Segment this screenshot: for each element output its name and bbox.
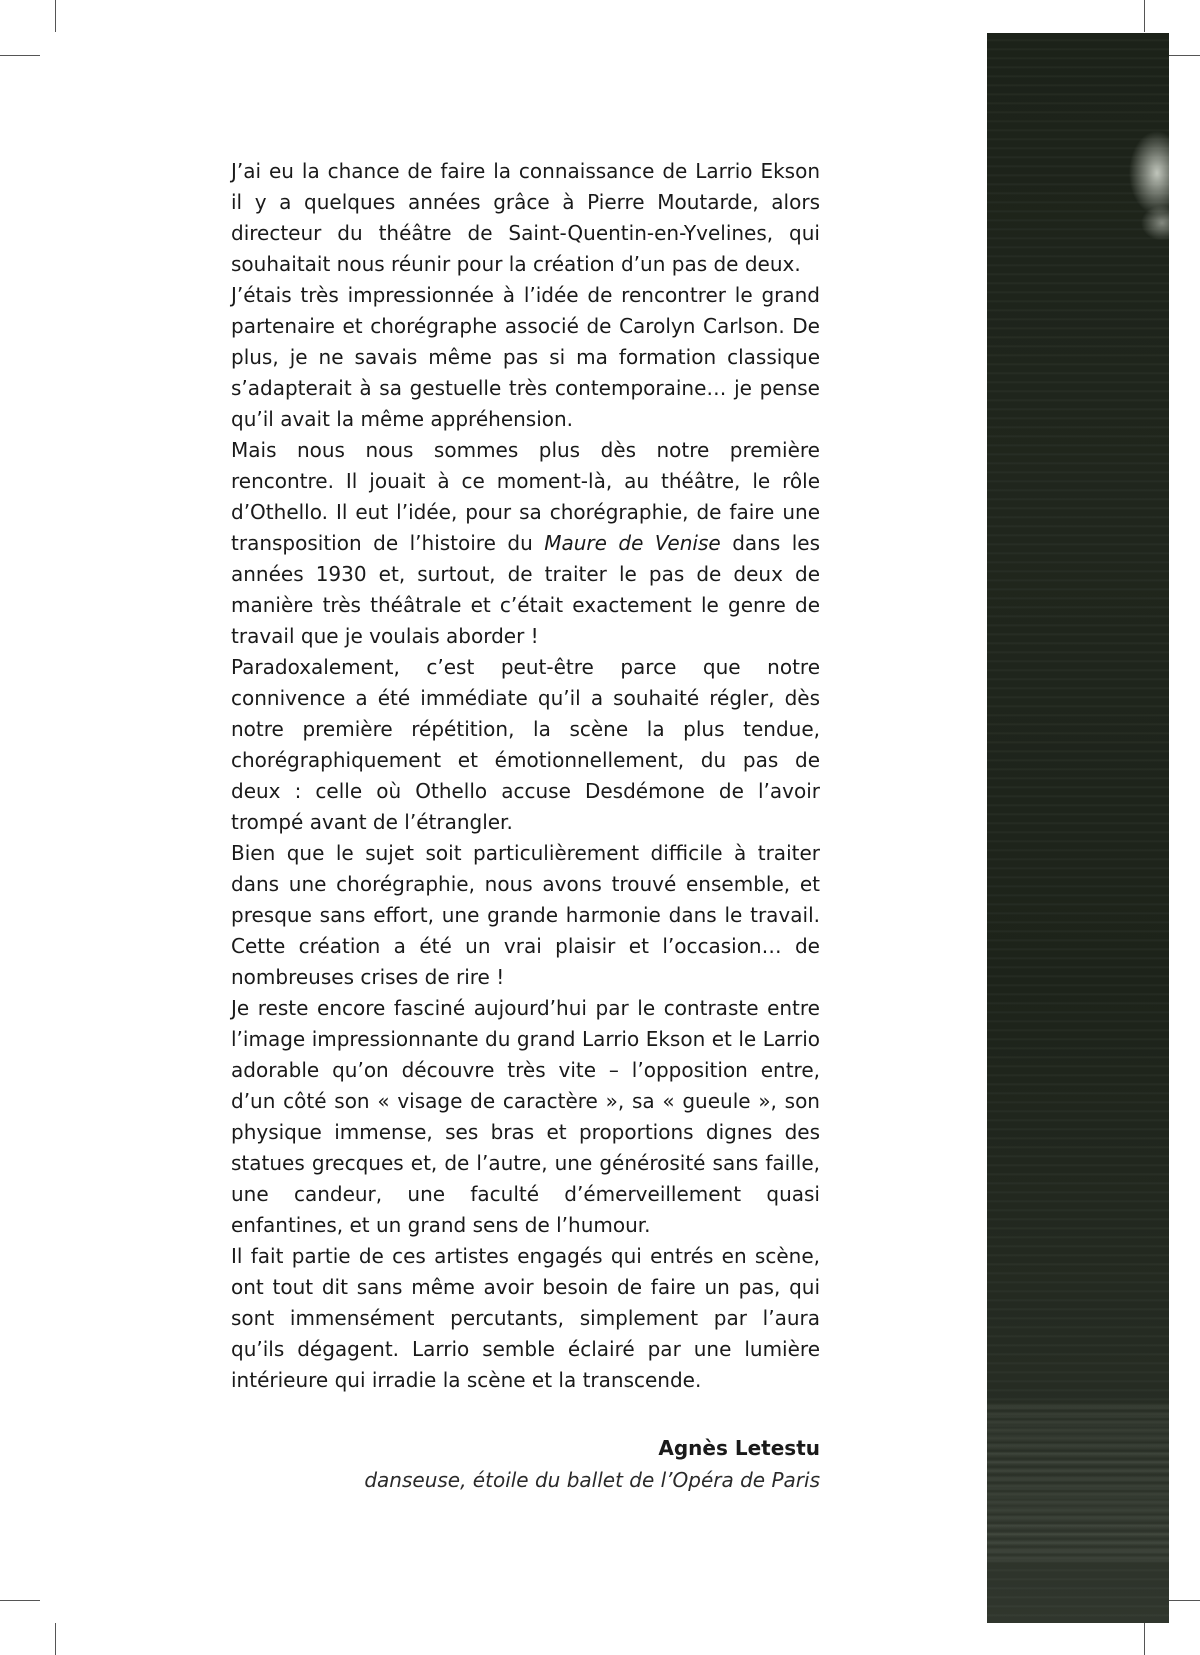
paragraph-4: Paradoxalement, c’est peut-être parce que notre connivence a été immédiate qu’il a souhaité régler, dès notre première répétition, la scène la plus tendue, chorégraphiquement et émotionnellement, du pas de deux : celle où Othello accuse Desdémone de l’avoir trompé avant de l’étrangler.: [231, 655, 820, 834]
paragraph-7: Il fait partie de ces artistes engagés qui entrés en scène, ont tout dit sans même avoir besoin de faire un pas, qui sont immensément percutants, simplement par l’aura qu’ils dégagent. Larrio semble éclairé par une lumière intérieure qui irradie la scène et la transcende.: [231, 1244, 820, 1392]
crop-mark-bottom-left-horizontal: [0, 1600, 40, 1601]
paragraph-3-work-title: Maure de Venise: [544, 531, 721, 555]
photo-strip: [987, 33, 1169, 1623]
photo-strip-haze: [987, 1403, 1169, 1563]
paragraph-6: Je reste encore fasciné aujourd’hui par le contraste entre l’image impressionnante du grand Larrio Ekson et le Larrio adorable qu’on découvre très vite – l’opposition entre, d’un côté son « visage de caractère », sa « gueule », son physique immense, ses bras et proportions dignes des statues grecques et, de l’autre, une générosité sans faille, une candeur, une faculté d’émerveillement quasi enfantines, et un grand sens de l’humour.: [231, 996, 820, 1237]
article-body: [231, 156, 820, 1396]
crop-mark-bottom-right-vertical: [1144, 1623, 1145, 1655]
crop-mark-top-left-horizontal: [0, 55, 40, 56]
paragraph-3-before: Mais nous nous sommes plus dès notre première rencontre. Il jouait à ce moment-là, au théâtre, le rôle d’Othello. Il eut l’idée, pour sa chorégraphie, de faire une transposition de l’histoire du: [231, 438, 820, 555]
paragraph-3-after: dans les années 1930 et, surtout, de traiter le pas de deux de manière très théâtrale et c’était exactement le genre de travail que je voulais aborder !: [231, 531, 820, 648]
paragraph-5: Bien que le sujet soit particulièrement difficile à traiter dans une chorégraphie, nous avons trouvé ensemble, et presque sans effort, une grande harmonie dans le travail. Cette création a été un vrai plaisir et l’occasion… de nombreuses crises de rire !: [231, 841, 820, 989]
crop-mark-top-right-vertical: [1144, 0, 1145, 32]
signature-role: danseuse, étoile du ballet de l’Opéra de Paris: [364, 1468, 820, 1492]
paragraph-2: J’étais très impressionnée à l’idée de rencontrer le grand partenaire et chorégraphe associé de Carolyn Carlson. De plus, je ne savais même pas si ma formation classique s’adapterait à sa gestuelle très contemporaine… je pense qu’il avait la même appréhension.: [231, 283, 820, 431]
crop-mark-bottom-left-vertical: [55, 1623, 56, 1655]
crop-mark-top-left-vertical: [55, 0, 56, 32]
signature-name: Agnès Letestu: [658, 1436, 820, 1460]
paragraph-3: [231, 435, 820, 652]
paragraph-1: J’ai eu la chance de faire la connaissance de Larrio Ekson il y a quelques années grâce à Pierre Moutarde, alors directeur du théâtre de Saint-Quentin-en-Yvelines, qui souhaitait nous réunir pour la création d’un pas de deux.: [231, 159, 820, 276]
